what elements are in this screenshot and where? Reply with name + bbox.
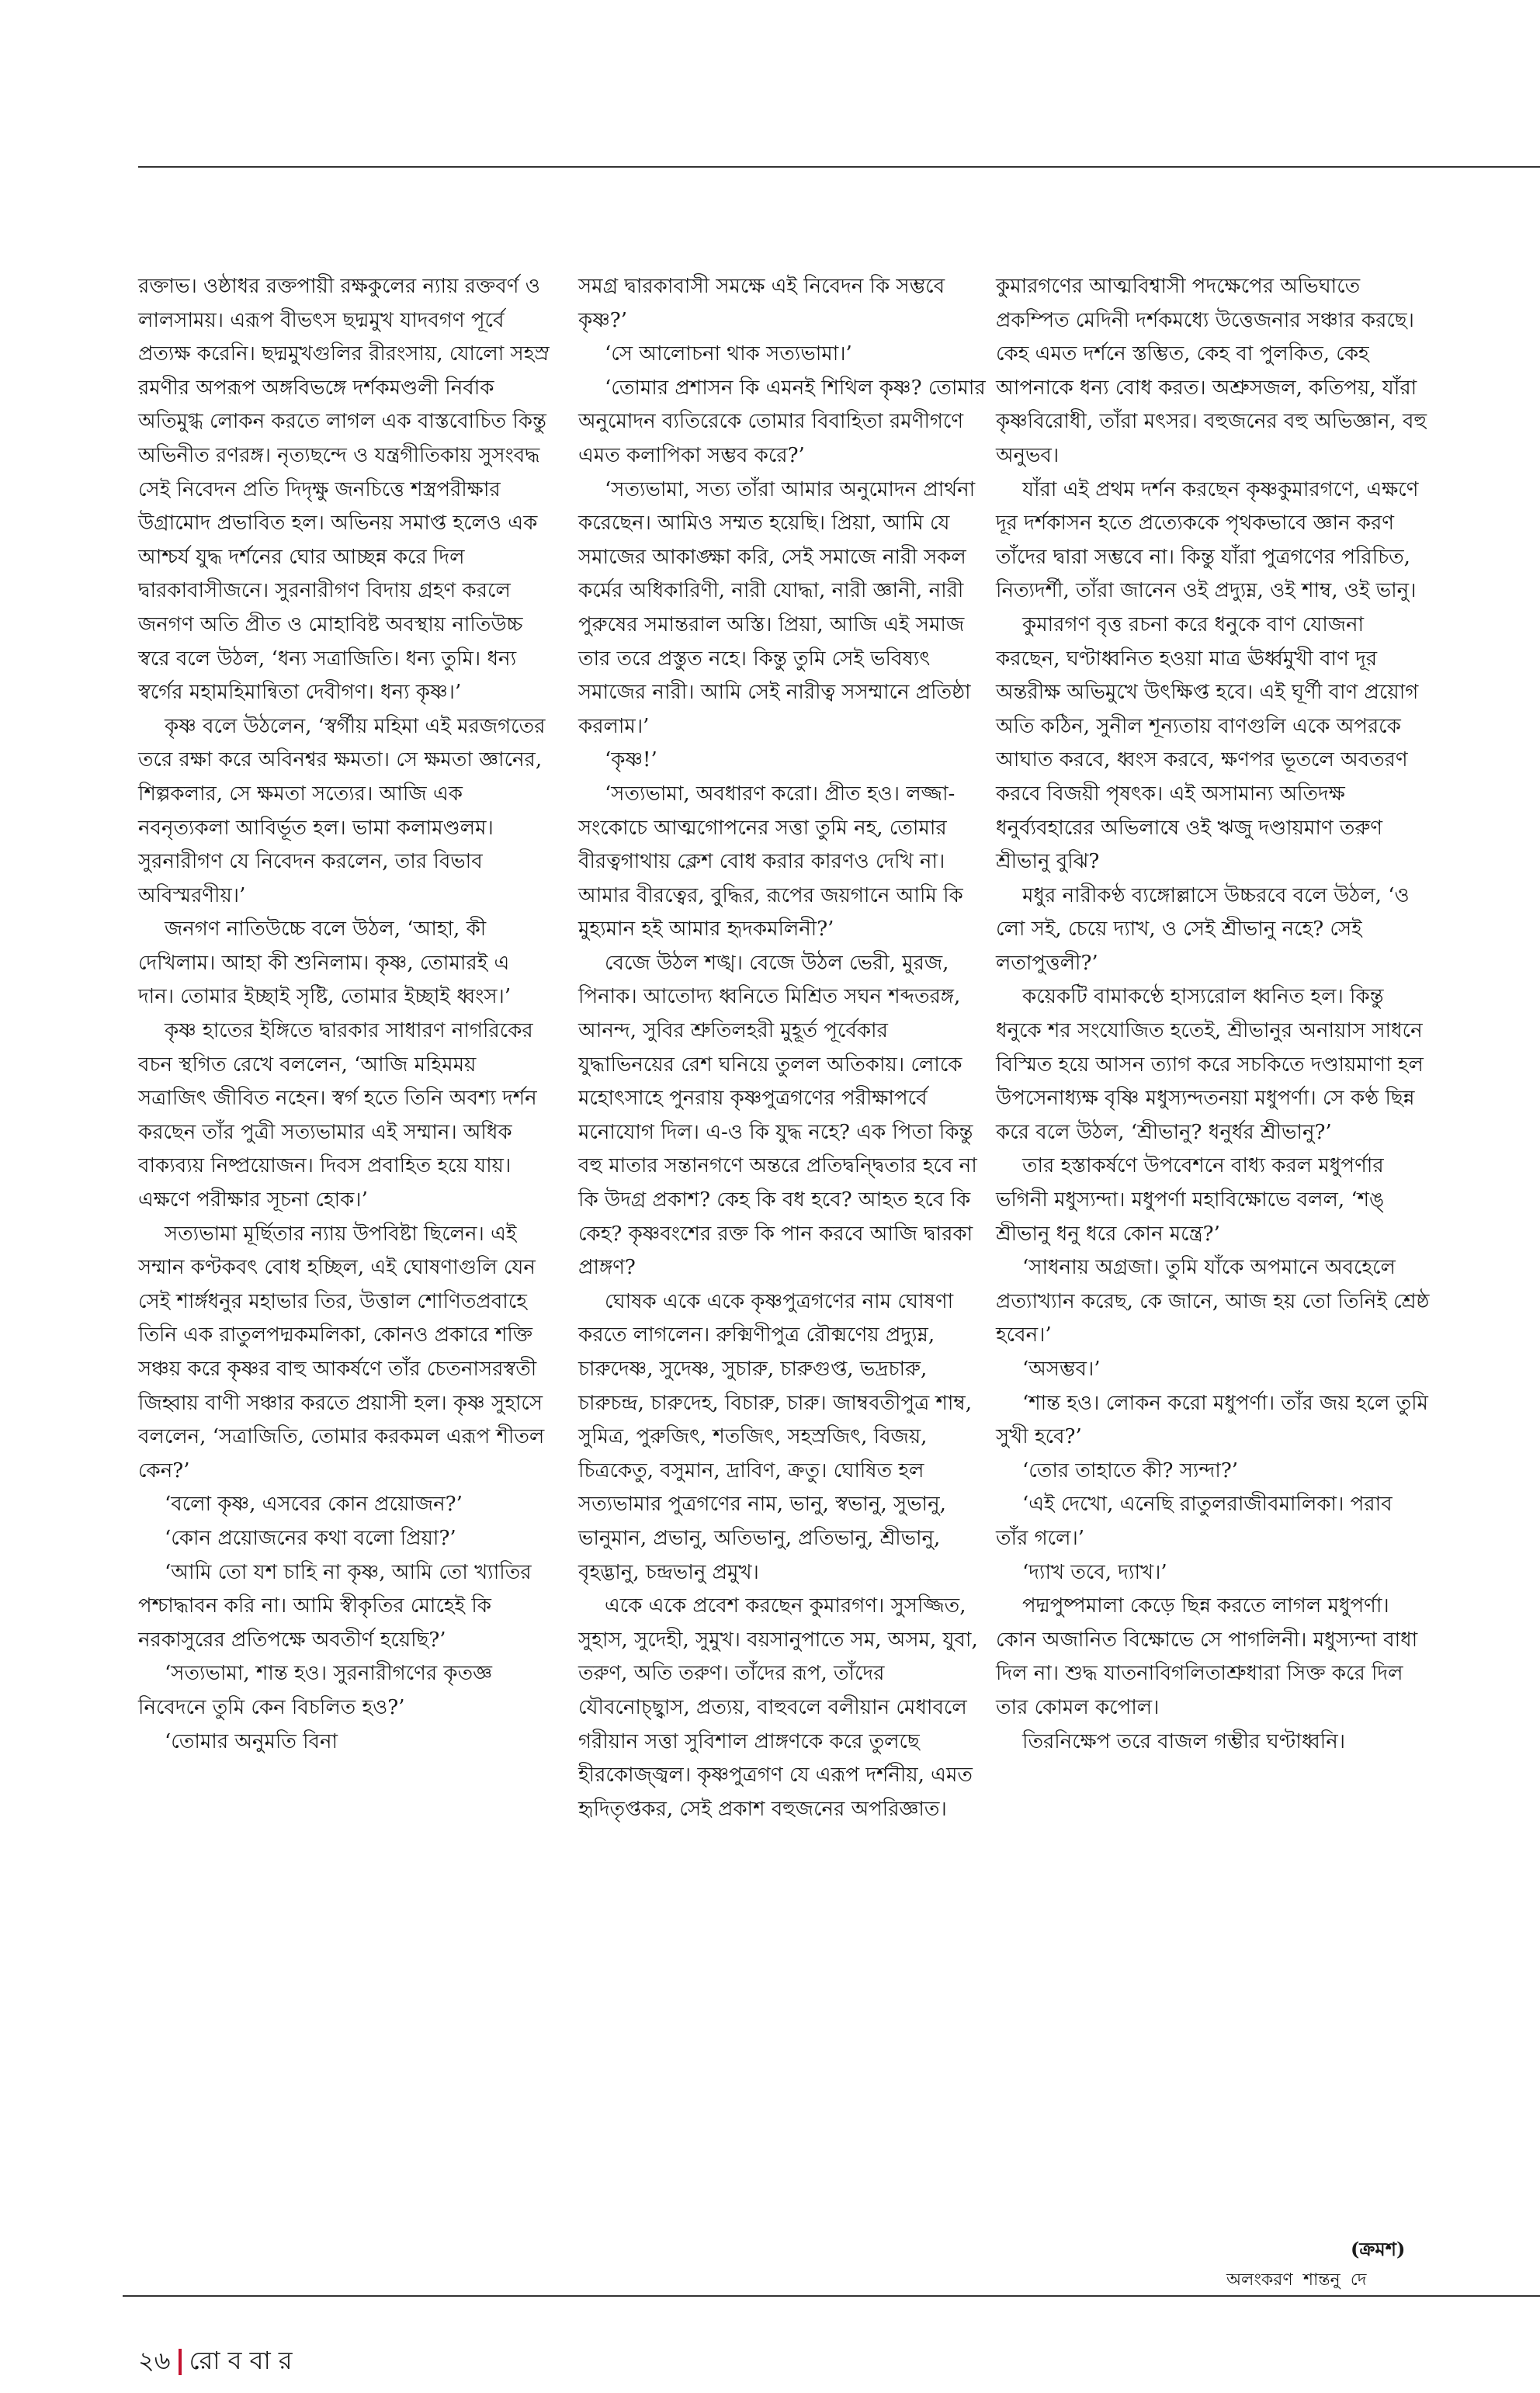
paragraph: কৃষ্ণ বলে উঠলেন, ‘স্বর্গীয় মহিমা এই মরজগতের তরে রক্ষা করে অবিনশ্বর ক্ষমতা। সে ক্ষমতা জ্ঞানের, শিল্পকলার, সে ক্ষমতা সত্যের। আজি এক নবনৃত্যকলা আবির্ভূত হল। ভামা কলামণ্ডলম। সুরনারীগণ যে নিবেদন করলেন, তার বিভাব অবিস্মরণীয়।’ <box>138 714 546 907</box>
paragraph: তার হস্তাকর্ষণে উপবেশনে বাধ্য করল মধুপর্ণার ভগিনী মধুস্যন্দা। মধুপর্ণা মহাবিক্ষোভে বলল, ‘শঙ্ শ্রীভানু ধনু ধরে কোন মন্ত্রে?’ <box>996 1154 1385 1246</box>
paragraph: ‘তোর তাহাতে কী? স্যন্দা?’ <box>1022 1458 1239 1483</box>
continued-label: (ক্রমশ) <box>1351 2238 1406 2260</box>
paragraph: কৃষ্ণ হাতের ইঙ্গিতে দ্বারকার সাধারণ নাগরিকের বচন স্থগিত রেখে বললেন, ‘আজি মহিমময় সত্রাজিৎ জীবিত নহেন। স্বর্গ হতে তিনি অবশ্য দর্শন করছেন তাঁর পুত্রী সত্যভামার এই সম্মান। অধিক বাক্যব্যয় নিষ্প্রয়োজন। দিবস প্রবাহিত হয়ে যায়। এক্ষণে পরীক্ষার সূচনা হোক।’ <box>138 1019 537 1212</box>
paragraph: ‘শান্ত হও। লোকন করো মধুপর্ণা। তাঁর জয় হলে তুমি সুখী হবে?’ <box>996 1391 1428 1449</box>
paragraph: সত্যভামা মূর্ছিতার ন্যায় উপবিষ্টা ছিলেন। এই সম্মান কণ্টকবৎ বোধ হচ্ছিল, এই ঘোষণাগুলি যেন সেই শার্ঙ্গধনুর মহাভার তির, উত্তাল শোণিতপ্রবাহে তিনি এক রাতুলপদ্মকমলিকা, কোনও প্রকারে শক্তি সঞ্চয় করে কৃষ্ণর বাহু আকর্ষণে তাঁর চেতনাসরস্বতী জিহ্বায় বাণী সঞ্চার করতে প্রয়াসী হল। কৃষ্ণ সুহাসে বললেন, ‘সত্রাজিতি, তোমার করকমল এরূপ শীতল কেন?’ <box>138 1222 545 1483</box>
paragraph: ‘অসম্ভব।’ <box>1022 1358 1101 1381</box>
paragraph: ‘সত্যভামা, শান্ত হও। সুরনারীগণের কৃতজ্ঞ নিবেদনে তুমি কেন বিচলিত হও?’ <box>138 1662 493 1719</box>
paragraph: ‘তোমার অনুমতি বিনা <box>165 1729 338 1753</box>
paragraph: ‘এই দেখো, এনেছি রাতুলরাজীবমালিকা। পরাব তাঁর গলে।’ <box>996 1493 1393 1550</box>
text-column-1 <box>138 270 550 1759</box>
paragraph: জনগণ নাতিউচ্চে বলে উঠল, ‘আহা, কী দেখিলাম। আহা কী শুনিলাম। কৃষ্ণ, তোমারই এ দান। তোমার ইচ্ছাই সৃষ্টি, তোমার ইচ্ছাই ধ্বংস।’ <box>138 917 512 1009</box>
paragraph: ‘কোন প্রয়োজনের কথা বলো প্রিয়া?’ <box>165 1526 456 1550</box>
paragraph: ‘সাধনায় অগ্রজা। তুমি যাঁকে অপমানে অবহেলে প্রত্যাখ্যান করেছ, কে জানে, আজ হয় তো তিনিই শ্রেষ্ঠ হবেন।’ <box>996 1256 1430 1347</box>
paragraph: পদ্মপুষ্পমালা কেড়ে ছিন্ন করতে লাগল মধুপর্ণা। কোন অজানিত বিক্ষোভে সে পাগলিনী। মধুস্যন্দা বাধা দিল না। শুদ্ধ যাতনাবিগলিতাশ্রুধারা সিক্ত করে দিল তার কোমল কপোল। <box>996 1594 1418 1719</box>
paragraph: ‘দ্যাখ তবে, দ্যাখ।’ <box>1022 1560 1167 1584</box>
top-rule <box>138 166 1540 168</box>
paragraph: ‘বলো কৃষ্ণ, এসবের কোন প্রয়োজন?’ <box>165 1493 463 1517</box>
paragraph: যাঁরা এই প্রথম দর্শন করছেন কৃষ্ণকুমারগণে, এক্ষণে দূর দর্শকাসন হতে প্রত্যেককে পৃথকভাবে জ্ঞান করণ তাঁদের দ্বারা সম্ভবে না। কিন্তু যাঁরা পুত্রগণের পরিচিত, নিত্যদর্শী, তাঁরা জানেন ওই প্রদ্যুম্ন, ওই শাম্ব, ওই ভানু। <box>996 477 1419 603</box>
paragraph: রক্তাভ। ওষ্ঠাধর রক্তপায়ী রক্ষকুলের ন্যায় রক্তবর্ণ ও লালসাময়। এরূপ বীভৎস ছদ্মমুখ যাদবগণ পূর্বে প্রত্যক্ষ করেনি। ছদ্মমুখগুলির রীরংসায়, যোলো সহস্র রমণীর অপরূপ অঙ্গবিভঙ্গে দর্শকমণ্ডলী নির্বাক অতিমুগ্ধ লোকন করতে লাগল এক বাস্তবোচিত কিন্তু অভিনীত রণরঙ্গ। নৃত্যছন্দে ও যন্ত্রগীতিকায় সুসংবদ্ধ সেই নিবেদন প্রতি দিদৃক্ষু জনচিত্তে শস্ত্রপরীক্ষার উগ্রামোদ প্রভাবিত হল। অভিনয় সমাপ্ত হলেও এক আশ্চর্য যুদ্ধ দর্শনের ঘোর আচ্ছন্ন করে দিল দ্বারকাবাসীজনে। সুরনারীগণ বিদায় গ্রহণ করলে জনগণ অতি প্রীত ও মোহাবিষ্ট অবস্থায় নাতিউচ্চ স্বরে বলে উঠল, ‘ধন্য সত্রাজিতি। ধন্য তুমি। ধন্য স্বর্গের মহামহিমান্বিতা দেবীগণ। ধন্য কৃষ্ণ।’ <box>138 275 550 705</box>
paragraph: কুমারগণ বৃত্ত রচনা করে ধনুকে বাণ যোজনা করছেন, ঘণ্টাধ্বনিত হওয়া মাত্র ঊর্ধ্বমুখী বাণ দূর অন্তরীক্ষ অভিমুখে উৎক্ষিপ্ত হবে। এই ঘূর্ণী বাণ প্রয়োগ অতি কঠিন, সুনীল শূন্যতায় বাণগুলি একে অপরকে আঘাত করবে, ধ্বংস করবে, ক্ষণপর ভূতলে অবতরণ করবে বিজয়ী পৃষৎক। এই অসামান্য অতিদক্ষ ধনুর্ব্যবহারের অভিলাষে ওই ঋজু দণ্ডায়মাণ তরুণ শ্রীভানু বুঝি? <box>996 612 1419 874</box>
page-footer <box>138 2341 293 2383</box>
paragraph: ঘোষক একে একে কৃষ্ণপুত্রগণের নাম ঘোষণা করতে লাগলেন। রুক্মিণীপুত্র রৌক্মণেয় প্রদ্যুম্ন, চারুদেষ্ণ, সুদেষ্ণ, সুচারু, চারুগুপ্ত, ভদ্রচারু, চারুচন্দ্র, চারুদেহ, বিচারু, চারু। জাম্ববতীপুত্র শাম্ব, সুমিত্র, পুরুজিৎ, শতজিৎ, সহস্রজিৎ, বিজয়, চিত্রকেতু, বসুমান, দ্রাবিণ, ক্রতু। ঘোষিত হল সত্যভামার পুত্রগণের নাম, ভানু, স্বভানু, সুভানু, ভানুমান, প্রভানু, অতিভানু, প্রতিভানু, শ্রীভানু, বৃহদ্ভানু, চন্দ্রভানু প্রমুখ। <box>578 1289 973 1584</box>
paragraph: সমগ্র দ্বারকাবাসী সমক্ষে এই নিবেদন কি সম্ভবে কৃষ্ণ?’ <box>578 275 945 332</box>
text-column-2 <box>578 270 990 1826</box>
footer-divider <box>179 2349 182 2375</box>
paragraph: কয়েকটি বামাকণ্ঠে হাস্যরোল ধ্বনিত হল। কিন্তু ধনুকে শর সংযোজিত হতেই, শ্রীভানুর অনায়াস সাধনে বিস্মিত হয়ে আসন ত্যাগ করে সচকিতে দণ্ডায়মাণা হল উপসেনাধ্যক্ষ বৃষ্ণি মধুস্যন্দতনয়া মধুপর্ণা। সে কণ্ঠ ছিন্ন করে বলে উঠল, ‘শ্রীভানু? ধনুর্ধর শ্রীভানু?’ <box>996 985 1424 1144</box>
paragraph: ‘সত্যভামা, সত্য তাঁরা আমার অনুমোদন প্রার্থনা করেছেন। আমিও সম্মত হয়েছি। প্রিয়া, আমি যে সমাজের আকাঙ্ক্ষা করি, সেই সমাজে নারী সকল কর্মের অধিকারিণী, নারী যোদ্ধা, নারী জ্ঞানী, নারী পুরুষের সমান্তরাল অস্তি। প্রিয়া, আজি এই সমাজ তার তরে প্রস্তুত নহে। কিন্তু তুমি সেই ভবিষ্যৎ সমাজের নারী। আমি সেই নারীত্ব সসম্মানে প্রতিষ্ঠা করলাম।’ <box>578 477 976 738</box>
paragraph: ‘তোমার প্রশাসন কি এমনই শিথিল কৃষ্ণ? তোমার অনুমোদন ব্যতিরেকে তোমার বিবাহিতা রমণীগণে এমত কলাপিকা সম্ভব করে?’ <box>578 376 986 467</box>
paragraph: মধুর নারীকণ্ঠ ব্যঙ্গোল্লাসে উচ্চরবে বলে উঠল, ‘ও লো সই, চেয়ে দ্যাখ, ও সেই শ্রীভানু নহে? সেই লতাপুত্তলী?’ <box>996 883 1410 975</box>
illustration-credit: অলংকরণ শান্তনু দে <box>1226 2270 1367 2290</box>
paragraph: একে একে প্রবেশ করছেন কুমারগণ। সুসজ্জিত, সুহাস, সুদেহী, সুমুখ। বয়সানুপাতে সম, অসম, যুবা, তরুণ, অতি তরুণ। তাঁদের রূপ, তাঁদের যৌবনোচ্ছ্বাস, প্রত্যয়, বাহুবলে বলীয়ান মেধাবলে গরীয়ান সত্তা সুবিশাল প্রাঙ্গণকে করে তুলছে হীরকোজ্জ্বল। কৃষ্ণপুত্রগণ যে এরূপ দর্শনীয়, এমত হৃদিতৃপ্তকর, সেই প্রকাশ বহুজনের অপরিজ্ঞাত। <box>578 1594 978 1821</box>
paragraph: ‘সে আলোচনা থাক সত্যভামা।’ <box>605 342 852 366</box>
paragraph: ‘সত্যভামা, অবধারণ করো। প্রীত হও। লজ্জা-সংকোচে আত্মগোপনের সত্তা তুমি নহ, তোমার বীরত্বগাথায় ক্লেশ বোধ করার কারণও দেখি না। আমার বীরত্বের, বুদ্ধির, রূপের জয়গানে আমি কি মুহ্যমান হই আমার হৃদকমলিনী?’ <box>578 782 963 942</box>
paragraph: ‘আমি তো যশ চাহি না কৃষ্ণ, আমি তো খ্যাতির পশ্চাদ্ধাবন করি না। আমি স্বীকৃতির মোহেই কি নরকাসুরের প্রতিপক্ষে অবতীর্ণ হয়েছি?’ <box>138 1560 532 1652</box>
text-column-3 <box>996 270 1431 1759</box>
paragraph: বেজে উঠল শঙ্খ। বেজে উঠল ভেরী, মুরজ, পিনাক। আতোদ্য ধ্বনিতে মিশ্রিত সঘন শব্দতরঙ্গ, আনন্দ, সুবির শ্রুতিলহরী মুহূর্ত পূর্বেকার যুদ্ধাভিনয়ের রেশ ঘনিয়ে তুলল অতিকায়। লোকে মহোৎসাহে পুনরায় কৃষ্ণপুত্রগণের পরীক্ষাপর্বে মনোযোগ দিল। এ-ও কি যুদ্ধ নহে? এক পিতা কিন্তু বহু মাতার সন্তানগণে অন্তরে প্রতিদ্বন্দ্বিতার হবে না কি উদগ্র প্রকাশ? কেহ কি বধ হবে? আহত হবে কি কেহ? কৃষ্ণবংশের রক্ত কি পান করবে আজি দ্বারকা প্রাঙ্গণ? <box>578 951 977 1280</box>
magazine-name: রো ব বা র <box>189 2346 293 2375</box>
paragraph: তিরনিক্ষেপ তরে বাজল গম্ভীর ঘণ্টাধ্বনি। <box>1022 1729 1346 1753</box>
paragraph: ‘কৃষ্ণ!’ <box>605 748 657 772</box>
paragraph: কুমারগণের আত্মবিশ্বাসী পদক্ষেপের অভিঘাতে প্রকম্পিত মেদিনী দর্শকমধ্যে উত্তেজনার সঞ্চার করছে। কেহ এমত দর্শনে স্তম্ভিত, কেহ বা পুলকিত, কেহ আপনাকে ধন্য বোধ করত। অশ্রুসজল, কতিপয়, যাঁরা কৃষ্ণবিরোধী, তাঁরা মৎসর। বহুজনের বহু অভিজ্ঞান, বহু অনুভব। <box>996 275 1427 467</box>
bottom-rule <box>123 2295 1540 2297</box>
page-number: ২৬ <box>138 2346 171 2375</box>
